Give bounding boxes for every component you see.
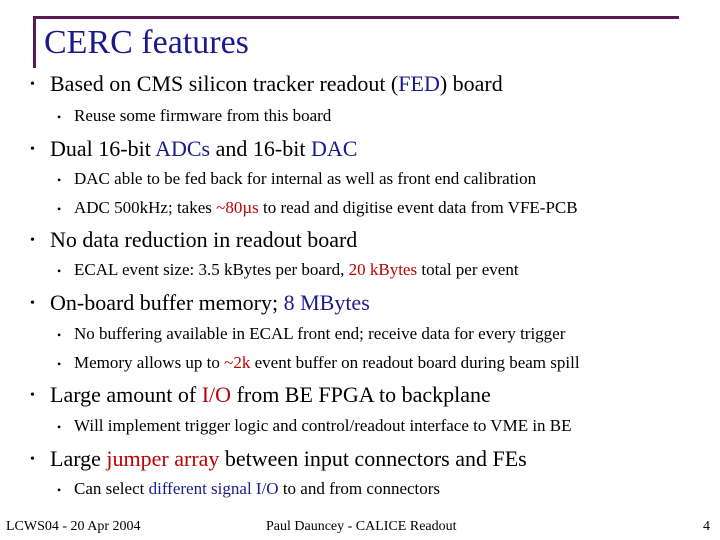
bullet-marker: • [30, 388, 35, 403]
highlight-jumper-array: jumper array [106, 446, 220, 471]
sub-bullet-signal-io: Can select different signal I/O to and from connectors [74, 479, 441, 498]
sub-bullet-no-buffering: No buffering available in ECAL front end; receive data for every trigger [74, 324, 566, 343]
highlight-dac: DAC [310, 136, 358, 161]
bullet-marker: • [30, 142, 35, 157]
sub-bullet-adc-rate: ADC 500kHz; takes ~80µs to read and digitise event data from VFE-PCB [74, 198, 578, 217]
highlight-io: I/O [201, 382, 232, 407]
bullet-marker: • [30, 296, 35, 311]
highlight-20kbytes: 20 kBytes [348, 260, 418, 279]
sub-bullet-2k-buffer: Memory allows up to ~2k event buffer on readout board during beam spill [74, 353, 580, 372]
sub-bullet-marker: • [57, 173, 62, 187]
sub-bullet-firmware: Reuse some firmware from this board [74, 106, 332, 125]
bullet-buffer-memory: On-board buffer memory; 8 MBytes [50, 290, 370, 315]
sub-bullet-marker: • [57, 420, 62, 434]
footer-left-date: LCWS04 - 20 Apr 2004 [6, 519, 141, 534]
title-frame-left-line [33, 16, 36, 68]
sub-bullet-marker: • [57, 483, 62, 497]
sub-bullet-marker: • [57, 202, 62, 216]
highlight-fed: FED [398, 71, 440, 96]
bullet-marker: • [30, 233, 35, 248]
sub-bullet-event-size: ECAL event size: 3.5 kBytes per board, 20 kBytes total per event [74, 260, 519, 279]
sub-bullet-marker: • [57, 110, 62, 124]
footer-page-number: 4 [703, 519, 710, 534]
sub-bullet-dac-calibration: DAC able to be fed back for internal as well as front end calibration [74, 169, 537, 188]
bullet-io-backplane: Large amount of I/O from BE FPGA to backplane [50, 382, 491, 407]
highlight-signal-io: different signal I/O [148, 479, 279, 498]
bullet-adcs-dac: Dual 16-bit ADCs and 16-bit DAC [50, 136, 358, 161]
highlight-8mbytes: 8 MBytes [283, 290, 370, 315]
bullet-marker: • [30, 452, 35, 467]
bullet-cms-tracker: Based on CMS silicon tracker readout (FED) board [50, 71, 503, 96]
bullet-no-reduction: No data reduction in readout board [50, 227, 358, 252]
slide-title: CERC features [44, 24, 249, 61]
highlight-80us: ~80µs [216, 198, 259, 217]
title-frame-top-line [33, 16, 679, 19]
sub-bullet-marker: • [57, 357, 62, 371]
sub-bullet-marker: • [57, 328, 62, 342]
footer-center-author: Paul Dauncey - CALICE Readout [266, 519, 457, 534]
sub-bullet-marker: • [57, 264, 62, 278]
bullet-jumper-array: Large jumper array between input connectors and FEs [50, 446, 527, 471]
highlight-2k: ~2k [224, 353, 251, 372]
sub-bullet-trigger-logic: Will implement trigger logic and control/readout interface to VME in BE [74, 416, 572, 435]
bullet-marker: • [30, 77, 35, 92]
highlight-adcs: ADCs [155, 136, 211, 161]
